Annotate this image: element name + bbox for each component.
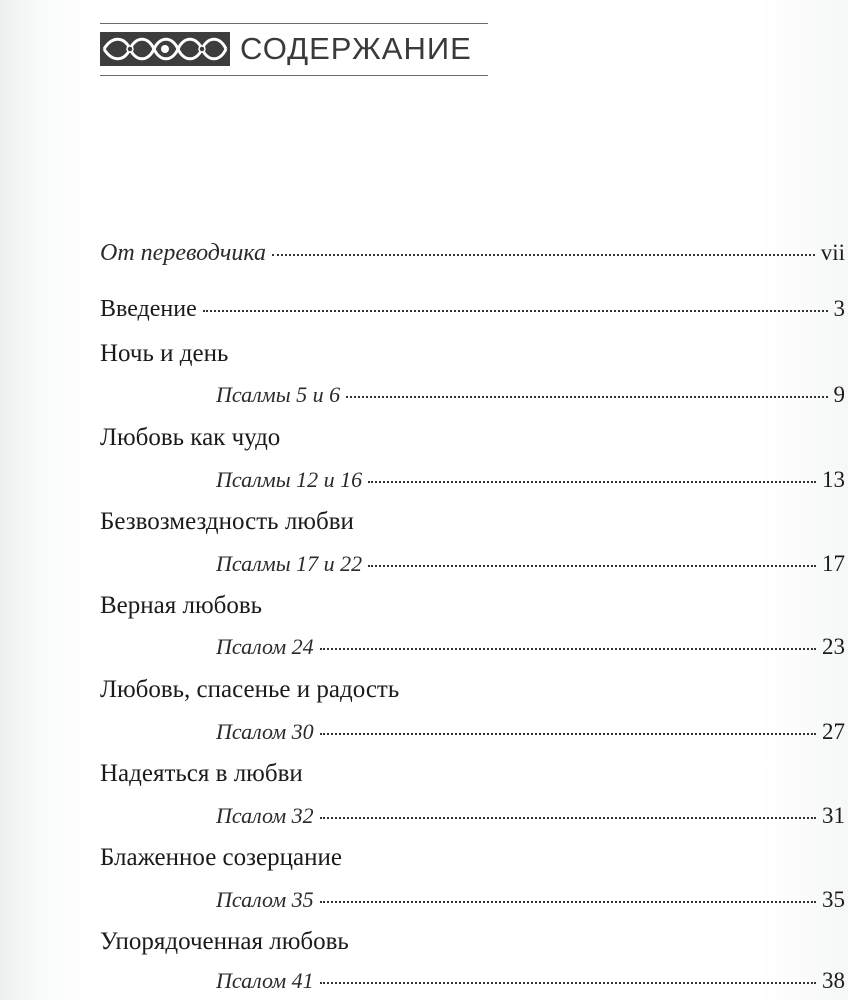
toc-entry-title: Введение [100, 296, 197, 322]
chapter-heading: Упорядоченная любовь [100, 928, 349, 955]
toc-subentry [216, 634, 845, 660]
toc-subentry [216, 719, 845, 745]
chapter-heading: Безвозмездность любви [100, 508, 354, 535]
toc-subentry-title: Псалом 30 [216, 719, 314, 744]
toc-subentry [216, 968, 845, 994]
toc-subentry-title: Псалом 41 [216, 968, 314, 993]
dot-leader [346, 396, 827, 398]
toc-subentry-title: Псалом 24 [216, 634, 314, 659]
chapter-heading: Ночь и день [100, 340, 229, 367]
toc-page-number: 31 [822, 803, 845, 828]
toc-subentry-title: Псалмы 17 и 22 [216, 551, 363, 576]
toc-page-number: vii [820, 240, 845, 265]
toc-subentry-title: Псалмы 5 и 6 [216, 382, 341, 407]
toc-subentry [216, 887, 845, 913]
toc-subentry-title: Псалом 35 [216, 887, 314, 912]
toc-page-number: 9 [833, 382, 845, 407]
toc-page-number: 17 [822, 551, 845, 576]
chapter-heading: Любовь как чудо [100, 424, 281, 451]
toc-page-number: 3 [833, 296, 845, 321]
toc-entry-translator-note [100, 240, 845, 267]
toc-page-number: 13 [822, 467, 845, 492]
dot-leader [272, 254, 815, 256]
dot-leader [320, 648, 816, 650]
toc-subentry-title: Псалом 32 [216, 803, 314, 828]
toc-subentry [216, 382, 845, 408]
toc-page-number: 35 [822, 887, 845, 912]
toc-subentry [216, 551, 845, 577]
chapter-heading: Надеяться в любви [100, 760, 303, 787]
dot-leader [203, 310, 828, 312]
chapter-heading: Любовь, спасенье и радость [100, 676, 400, 703]
toc-page-number: 27 [822, 719, 845, 744]
dot-leader [320, 982, 816, 984]
toc-entry-title: От переводчика [100, 240, 266, 266]
dot-leader [320, 901, 816, 903]
page-title: СОДЕРЖАНИЕ [240, 31, 472, 66]
toc-page-number: 23 [822, 634, 845, 659]
toc-entry-introduction [100, 296, 845, 323]
dot-leader [368, 565, 816, 567]
dot-leader [320, 817, 816, 819]
toc-subentry-title: Псалмы 12 и 16 [216, 467, 363, 492]
dot-leader [368, 481, 816, 483]
toc-subentry [216, 467, 845, 493]
chapter-heading: Блаженное созерцание [100, 844, 342, 871]
chapter-heading: Верная любовь [100, 592, 263, 619]
toc-page-number: 38 [822, 968, 845, 993]
dot-leader [320, 733, 816, 735]
toc-subentry [216, 803, 845, 829]
